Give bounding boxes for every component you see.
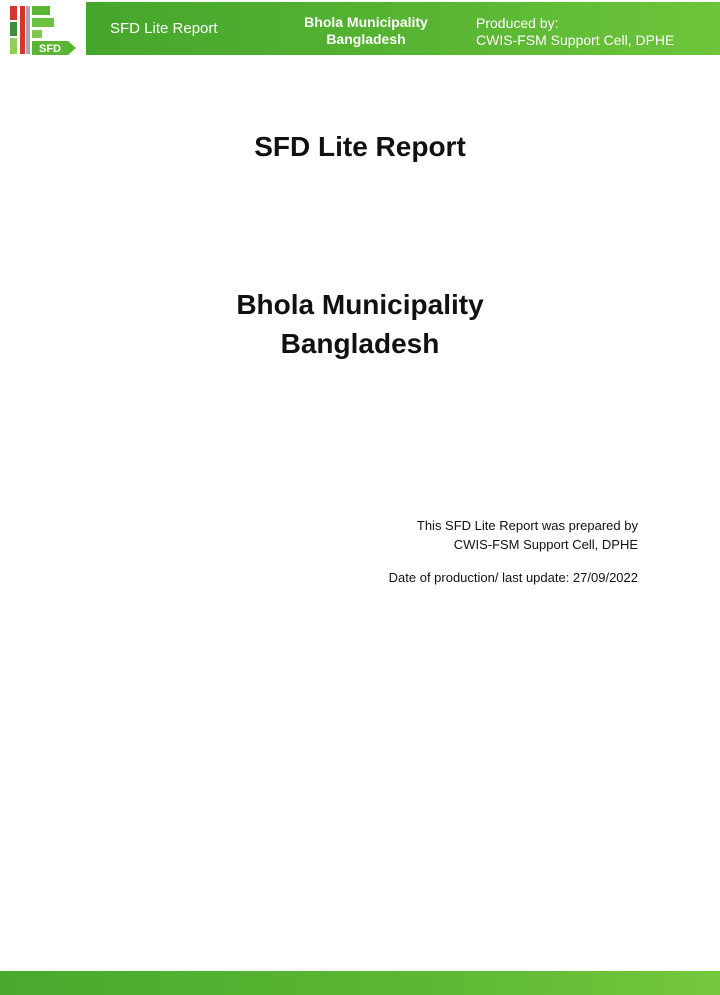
producer-name: CWIS-FSM Support Cell, DPHE [476,32,675,48]
header-band [86,2,720,55]
document-header [0,0,720,57]
logo-text: SFD [39,43,61,55]
preparation-info [417,516,638,554]
header-report-title: SFD Lite Report [110,20,218,37]
header-producer [476,15,674,49]
document-title: SFD Lite Report [254,131,466,162]
country-name: Bangladesh [280,328,440,359]
header-location-city: Bhola Municipality [304,14,428,30]
city-name: Bhola Municipality [236,289,484,320]
header-location-country: Bangladesh [326,31,406,47]
prepared-by-line: This SFD Lite Report was prepared by [416,518,638,533]
sfd-logo [6,4,80,56]
header-location [298,14,434,48]
document-subject [0,285,720,363]
produced-by-label: Produced by: [476,15,559,31]
prepared-by-organization: CWIS-FSM Support Cell, DPHE [453,537,638,552]
production-date: Date of production/ last update: 27/09/2022 [388,570,638,585]
footer-bar [0,971,720,995]
